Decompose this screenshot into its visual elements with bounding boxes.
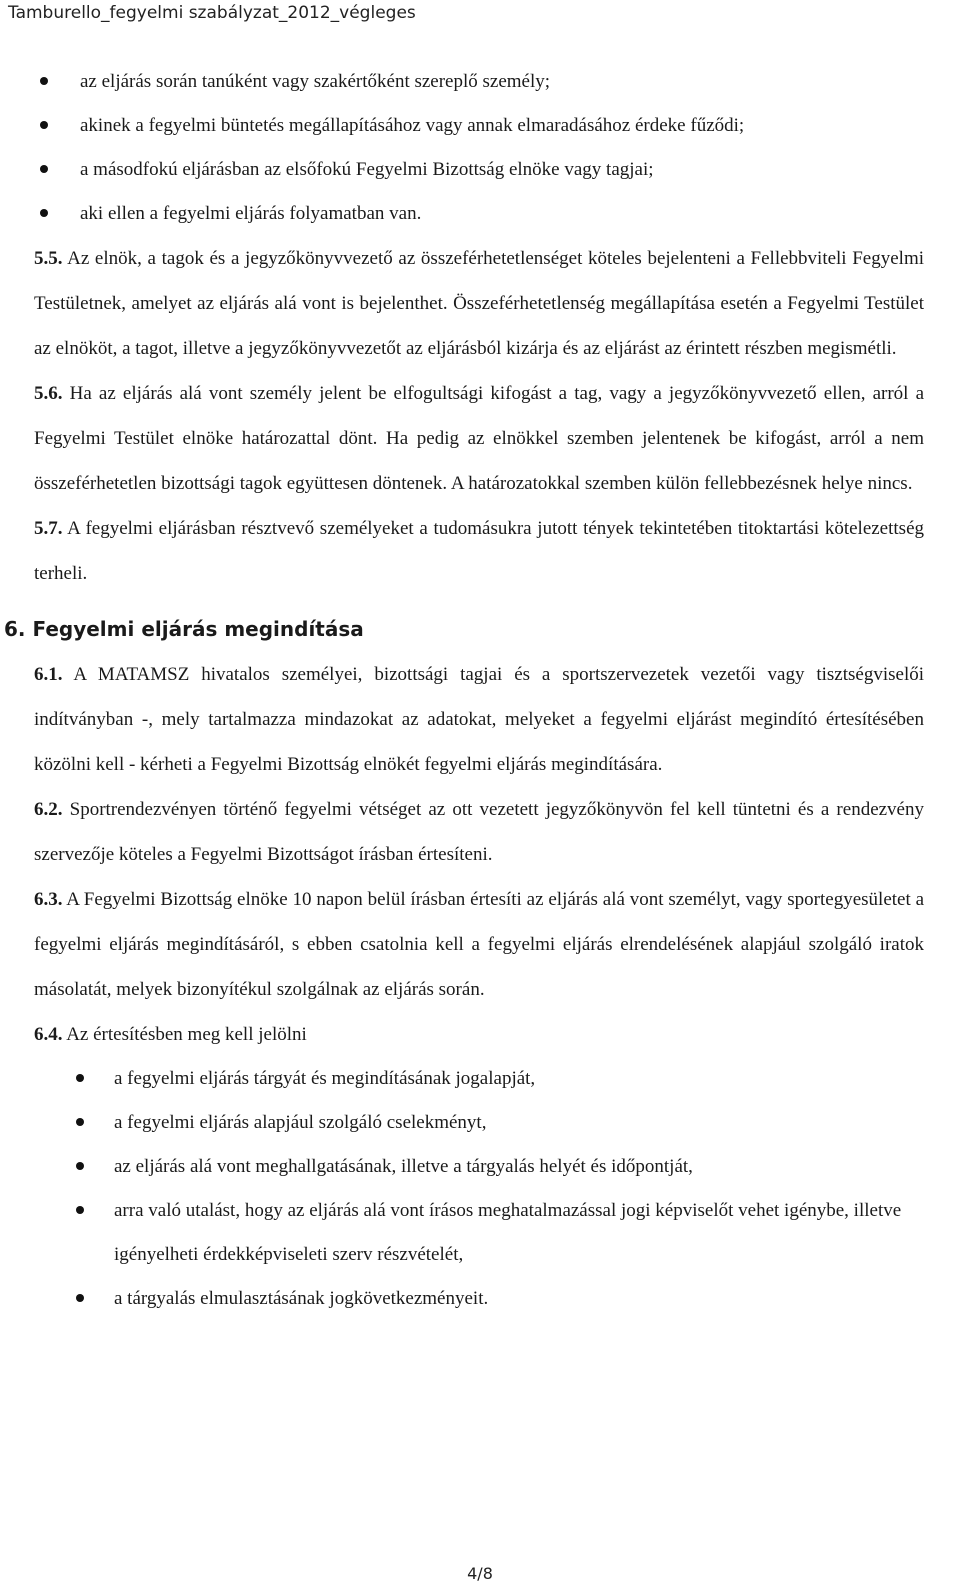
paragraph-text: Az elnök, a tagok és a jegyzőkönyvvezető az összeférhetetlenséget köteles bejelenteni a Fellebbviteli Fegyelmi Testületnek, amelyet az eljárás alá vont is bejelenthet. Összeférhetetlenség megállapítása esetén a Fegyelmi Testület az elnököt, a tagot, illetve a jegyzőkönyvvezetőt az eljárásból kizárja és az eljárást az érintett részben megismétli. (34, 248, 925, 359)
list-item: a másodfokú eljárásban az elsőfokú Fegyelmi Bizottság elnöke vagy tagjai; (34, 148, 924, 192)
page-body (4, 60, 925, 1321)
paragraph-6-2 (34, 787, 924, 877)
list-item: a tárgyalás elmulasztásának jogkövetkezményeit. (34, 1277, 924, 1321)
page-number: 4/8 (467, 1564, 493, 1583)
paragraph-number: 6.1. (34, 664, 63, 685)
paragraph-number: 6.3. (34, 889, 63, 910)
paragraph-text: Sportrendezvényen történő fegyelmi vétséget az ott vezetett jegyzőkönyvön fel kell tüntetni és a rendezvény szervezője köteles a Fegyelmi Bizottságot írásban értesíteni. (34, 799, 924, 865)
paragraph-number: 5.6. (34, 383, 63, 404)
paragraph-text: A Fegyelmi Bizottság elnöke 10 napon belül írásban értesíti az eljárás alá vont személyt, vagy sportegyesületet a fegyelmi eljárás megindításáról, s ebben csatolnia kell a fegyelmi eljárás elrendelésének alapjául szolgáló iratok másolatát, melyek bizonyítékul szolgálnak az eljárás során. (34, 889, 925, 1000)
list-item: a fegyelmi eljárás alapjául szolgáló cselekményt, (34, 1101, 924, 1145)
list-item: az eljárás alá vont meghallgatásának, illetve a tárgyalás helyét és időpontját, (34, 1145, 924, 1189)
paragraph-text: A fegyelmi eljárásban résztvevő személyeket a tudomásukra jutott tények tekintetében titoktartási kötelezettség terheli. (34, 518, 925, 584)
document-header: Tamburello_fegyelmi szabályzat_2012_végleges (8, 3, 416, 23)
list-item: aki ellen a fegyelmi eljárás folyamatban van. (34, 192, 924, 236)
paragraph-6-4 (34, 1012, 924, 1057)
paragraph-text: A MATAMSZ hivatalos személyei, bizottsági tagjai és a sportszervezetek vezetői vagy tisztségviselői indítványban -, mely tartalmazza mindazokat az adatokat, melyeket a fegyelmi eljárást megindító értesítésében közölni kell - kérheti a Fegyelmi Bizottság elnökét fegyelmi eljárás megindítására. (34, 664, 925, 775)
notification-contents-list (34, 1057, 924, 1321)
list-item: arra való utalást, hogy az eljárás alá vont írásos meghatalmazással jogi képviselőt vehet igénybe, illetve igényelheti érdekképviseleti szerv részvételét, (34, 1189, 924, 1277)
list-item: akinek a fegyelmi büntetés megállapításához vagy annak elmaradásához érdeke fűződi; (34, 104, 924, 148)
paragraph-6-3 (34, 877, 924, 1012)
list-item: a fegyelmi eljárás tárgyát és megindításának jogalapját, (34, 1057, 924, 1101)
list-item: az eljárás során tanúként vagy szakértőként szereplő személy; (34, 60, 924, 104)
paragraph-text: Az értesítésben meg kell jelölni (66, 1024, 307, 1045)
paragraph-number: 5.5. (34, 248, 63, 269)
paragraph-number: 6.2. (34, 799, 63, 820)
conflict-persons-list (34, 60, 924, 236)
paragraph-5-5 (34, 236, 924, 371)
paragraph-5-7 (34, 506, 924, 596)
paragraph-5-6 (34, 371, 924, 506)
paragraph-6-1 (34, 652, 924, 787)
paragraph-number: 5.7. (34, 518, 63, 539)
section-heading: 6. Fegyelmi eljárás megindítása (4, 617, 364, 641)
paragraph-number: 6.4. (34, 1024, 63, 1045)
paragraph-text: Ha az eljárás alá vont személy jelent be elfogultsági kifogást a tag, vagy a jegyzőkönyvvezető ellen, arról a Fegyelmi Testület elnöke határozattal dönt. Ha pedig az elnökkel szemben jelentenek be kifogást, arról a nem összeférhetetlen bizottsági tagok együttesen döntenek. A határozatokkal szemben külön fellebbezésnek helye nincs. (34, 383, 925, 494)
